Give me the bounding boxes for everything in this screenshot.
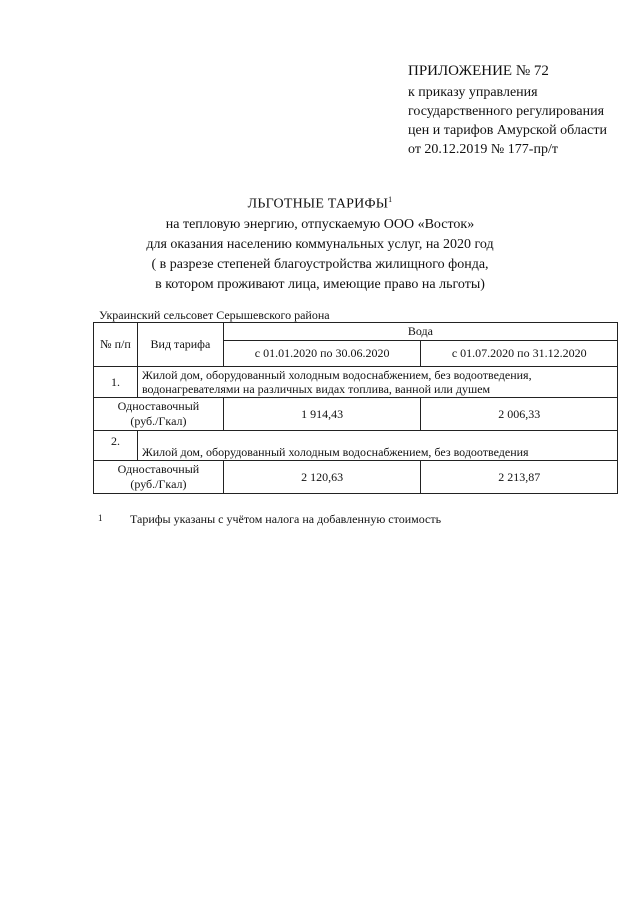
title-footnote-mark: 1: [388, 195, 393, 204]
appendix-number: ПРИЛОЖЕНИЕ № 72: [408, 63, 549, 79]
appendix-line-4: от 20.12.2019 № 177-пр/т: [408, 142, 558, 157]
table-row: [94, 431, 618, 461]
appendix-header: [408, 62, 636, 159]
table-row: [94, 398, 618, 431]
tariff-table: [93, 322, 618, 494]
tariff-type-name: Одноставочный: [117, 399, 200, 413]
heading-line-4: в котором проживают лица, имеющие право на льготы): [155, 276, 485, 292]
heading-line-3: ( в разрезе степеней благоустройства жилищного фонда,: [151, 256, 489, 272]
footnote-mark: 1: [98, 513, 103, 523]
tariff-value-period-1: 2 120,63: [223, 461, 421, 494]
appendix-line-1: к приказу управления: [408, 85, 538, 100]
table-row: [94, 367, 618, 398]
appendix-line-2: государственного регулирования: [408, 104, 605, 119]
row-number: 1.: [94, 367, 138, 398]
tariff-type-unit: (руб./Гкал): [130, 477, 187, 491]
header-water-group: Вода: [223, 323, 617, 341]
header-period-1: с 01.01.2020 по 30.06.2020: [223, 341, 421, 367]
row-number: 2.: [94, 431, 138, 461]
footnote: [98, 512, 441, 527]
row-description-line: водонагревателями на различных видах топлива, ванной или душем: [141, 382, 491, 396]
appendix-line-3: цен и тарифов Амурской области: [408, 123, 607, 138]
title-text: ЛЬГОТНЫЕ ТАРИФЫ: [247, 196, 389, 212]
document-title: [0, 190, 640, 215]
header-num: № п/п: [94, 323, 138, 367]
tariff-value-period-1: 1 914,43: [223, 398, 421, 431]
row-description: [137, 367, 617, 398]
tariff-type-name: Одноставочный: [117, 462, 200, 476]
table-row: [94, 461, 618, 494]
tariff-value-period-2: 2 213,87: [421, 461, 618, 494]
tariff-type-cell: [94, 461, 224, 494]
region-label: Украинский сельсовет Серышевского района: [99, 308, 330, 322]
heading-line-2: для оказания населению коммунальных услуг, на 2020 год: [146, 236, 494, 252]
tariff-type-unit: (руб./Гкал): [130, 414, 187, 428]
tariff-value-period-2: 2 006,33: [421, 398, 618, 431]
row-description-line: Жилой дом, оборудованный холодным водоснабжением, без водоотведения,: [141, 368, 532, 382]
header-period-2: с 01.07.2020 по 31.12.2020: [421, 341, 618, 367]
row-description: [137, 431, 617, 461]
footnote-text: Тарифы указаны с учётом налога на добавленную стоимость: [130, 512, 442, 526]
header-tariff-type: Вид тарифа: [137, 323, 223, 367]
tariff-type-cell: [94, 398, 224, 431]
heading-line-1: на тепловую энергию, отпускаемую ООО «Восток»: [165, 216, 475, 232]
document-heading: [0, 190, 640, 295]
row-description-line: Жилой дом, оборудованный холодным водоснабжением, без водоотведения: [141, 445, 529, 459]
